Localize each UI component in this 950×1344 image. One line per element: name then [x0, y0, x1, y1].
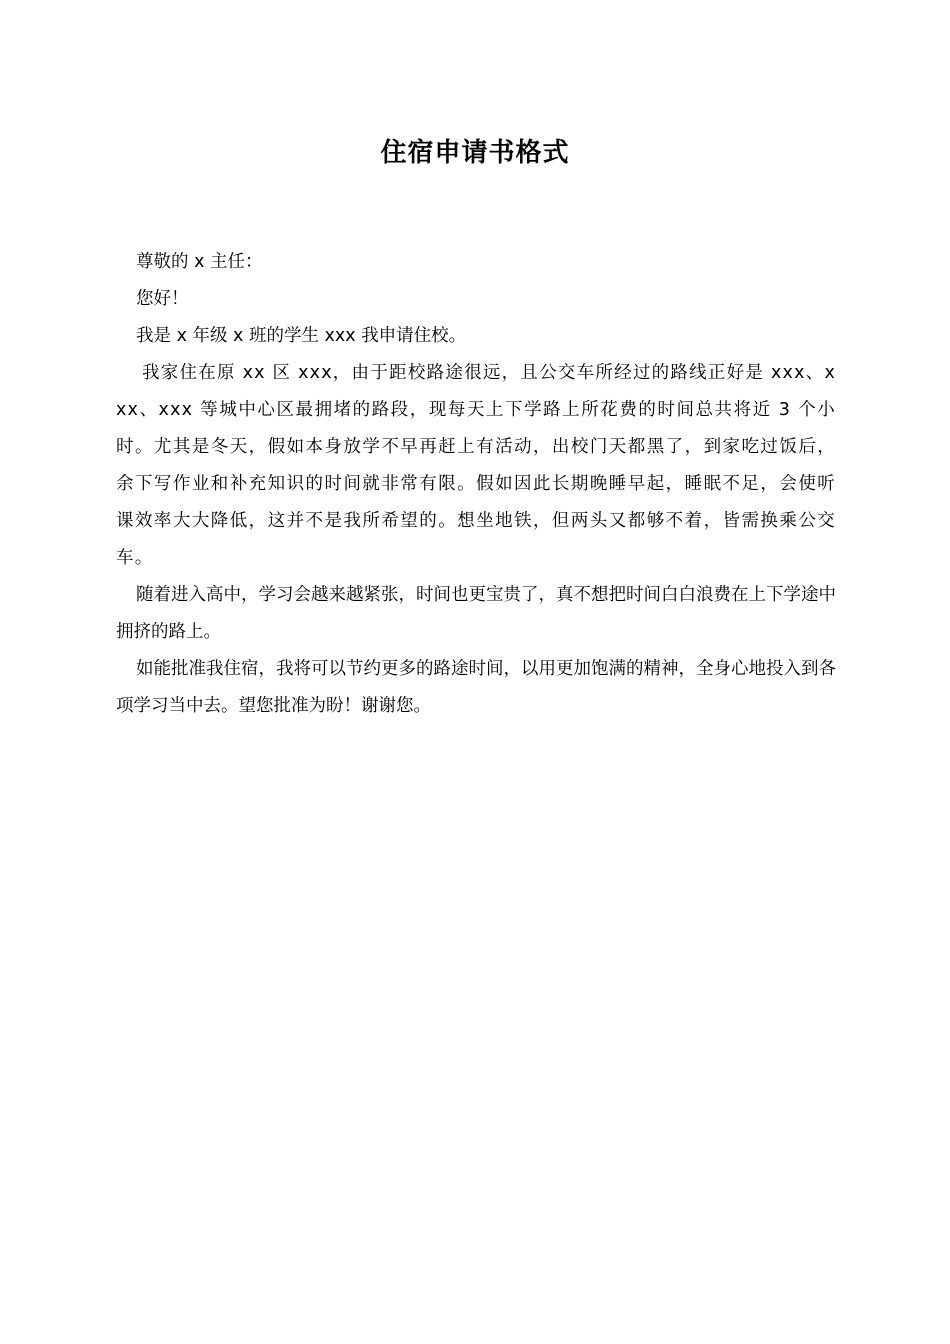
document-body — [116, 244, 836, 725]
document-title: 住宿申请书格式 — [380, 138, 570, 168]
greeting-paragraph: 您好！ — [136, 289, 189, 309]
reason-paragraph: 我家住在原 xx 区 xxx，由于距校路途很远，且公交车所经过的路线正好是 xxx、xxx、xxx 等城中心区最拥堵的路段，现每天上下学路上所花费的时间总共将近 3 个小时。尤其是冬天，假如本身放学不早再赶上有活动，出校门天都黑了，到家吃过饭后，余下写作业和补充知识的时间就非常有限。假如因此长期晚睡早起，睡眠不足，会使听课效率大大降低，这并不是我所希望的。想坐地铁，但两头又都够不着，皆需换乘公交车。 — [116, 363, 836, 568]
study-paragraph: 随着进入高中，学习会越来越紧张，时间也更宝贵了，真不想把时间白白浪费在上下学途中拥挤的路上。 — [116, 585, 836, 642]
closing-paragraph: 如能批准我住宿，我将可以节约更多的路途时间，以用更加饱满的精神，全身心地投入到各项学习当中去。望您批准为盼！谢谢您。 — [116, 659, 836, 716]
intro-paragraph: 我是 x 年级 x 班的学生 xxx 我申请住校。 — [136, 326, 467, 346]
salutation-paragraph: 尊敬的 x 主任： — [136, 252, 263, 272]
